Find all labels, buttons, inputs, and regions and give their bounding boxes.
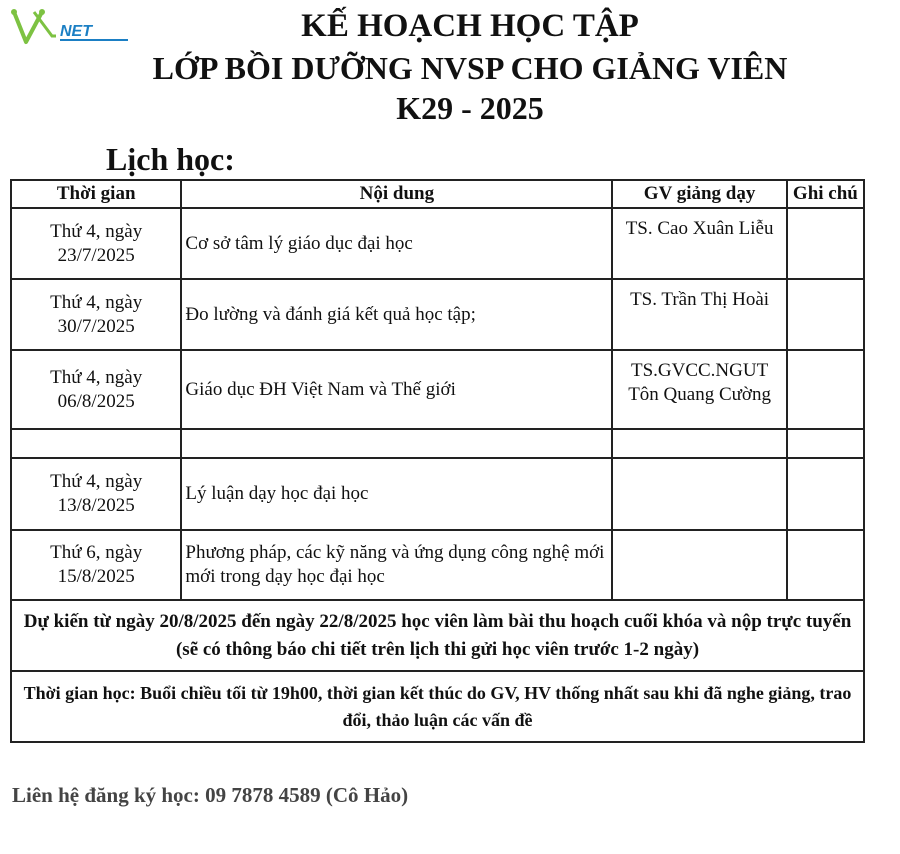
plan-cohort: K29 - 2025 bbox=[396, 90, 544, 126]
cell-time: Thứ 4, ngày 30/7/2025 bbox=[11, 279, 181, 350]
cell-time bbox=[11, 429, 181, 458]
assignment-notice: Dự kiến từ ngày 20/8/2025 đến ngày 22/8/2025 học viên làm bài thu hoạch cuối khóa và nộp trực tuyến (sẽ có thông báo chi tiết trên lịch thi gửi học viên trước 1-2 ngày) bbox=[11, 600, 864, 671]
contact-info: Liên hệ đăng ký học: 09 7878 4589 (Cô Hảo) bbox=[12, 783, 409, 807]
cell-teacher: TS.GVCC.NGUT Tôn Quang Cường bbox=[612, 350, 786, 429]
notice-row-assignment bbox=[11, 600, 864, 671]
plan-title: KẾ HOẠCH HỌC TẬP bbox=[301, 8, 639, 44]
table-row bbox=[11, 350, 864, 429]
cell-note bbox=[787, 208, 864, 279]
table-row bbox=[11, 458, 864, 530]
schedule-table bbox=[10, 179, 865, 743]
cell-time: Thứ 6, ngày 15/8/2025 bbox=[11, 530, 181, 600]
cell-time: Thứ 4, ngày 13/8/2025 bbox=[11, 458, 181, 530]
cell-content: Cơ sở tâm lý giáo dục đại học bbox=[181, 208, 612, 279]
cell-content: Lý luận dạy học đại học bbox=[181, 458, 612, 530]
cell-teacher bbox=[612, 458, 786, 530]
cell-teacher: TS. Cao Xuân Liễu bbox=[612, 208, 786, 279]
table-row-empty bbox=[11, 429, 864, 458]
table-row bbox=[11, 279, 864, 350]
cell-time: Thứ 4, ngày 06/8/2025 bbox=[11, 350, 181, 429]
table-header-row bbox=[11, 180, 864, 208]
cell-note bbox=[787, 458, 864, 530]
logo-text: NET bbox=[60, 23, 92, 40]
cell-note bbox=[787, 279, 864, 350]
cell-note bbox=[787, 350, 864, 429]
header-content: Nội dung bbox=[181, 180, 612, 208]
cell-content: Giáo dục ĐH Việt Nam và Thế giới bbox=[181, 350, 612, 429]
cell-content: Phương pháp, các kỹ năng và ứng dụng công nghệ mới mới trong dạy học đại học bbox=[181, 530, 612, 600]
header-note: Ghi chú bbox=[787, 180, 864, 208]
table-row bbox=[11, 530, 864, 600]
cell-note bbox=[787, 530, 864, 600]
cell-teacher bbox=[612, 530, 786, 600]
cell-content: Đo lường và đánh giá kết quả học tập; bbox=[181, 279, 612, 350]
study-time-notice: Thời gian học: Buổi chiều tối từ 19h00, thời gian kết thúc do GV, HV thống nhất sau khi đã nghe giảng, trao đổi, thảo luận các vấn đề bbox=[11, 671, 864, 742]
cell-teacher bbox=[612, 429, 786, 458]
notice-row-study-time bbox=[11, 671, 864, 742]
cell-content bbox=[181, 429, 612, 458]
plan-subtitle: LỚP BỒI DƯỠNG NVSP CHO GIẢNG VIÊN bbox=[152, 50, 788, 86]
schedule-heading: Lịch học: bbox=[106, 141, 235, 177]
header-time: Thời gian bbox=[11, 180, 181, 208]
header-teacher: GV giảng dạy bbox=[612, 180, 786, 208]
cell-time: Thứ 4, ngày 23/7/2025 bbox=[11, 208, 181, 279]
cell-note bbox=[787, 429, 864, 458]
cell-teacher: TS. Trần Thị Hoài bbox=[612, 279, 786, 350]
table-row bbox=[11, 208, 864, 279]
